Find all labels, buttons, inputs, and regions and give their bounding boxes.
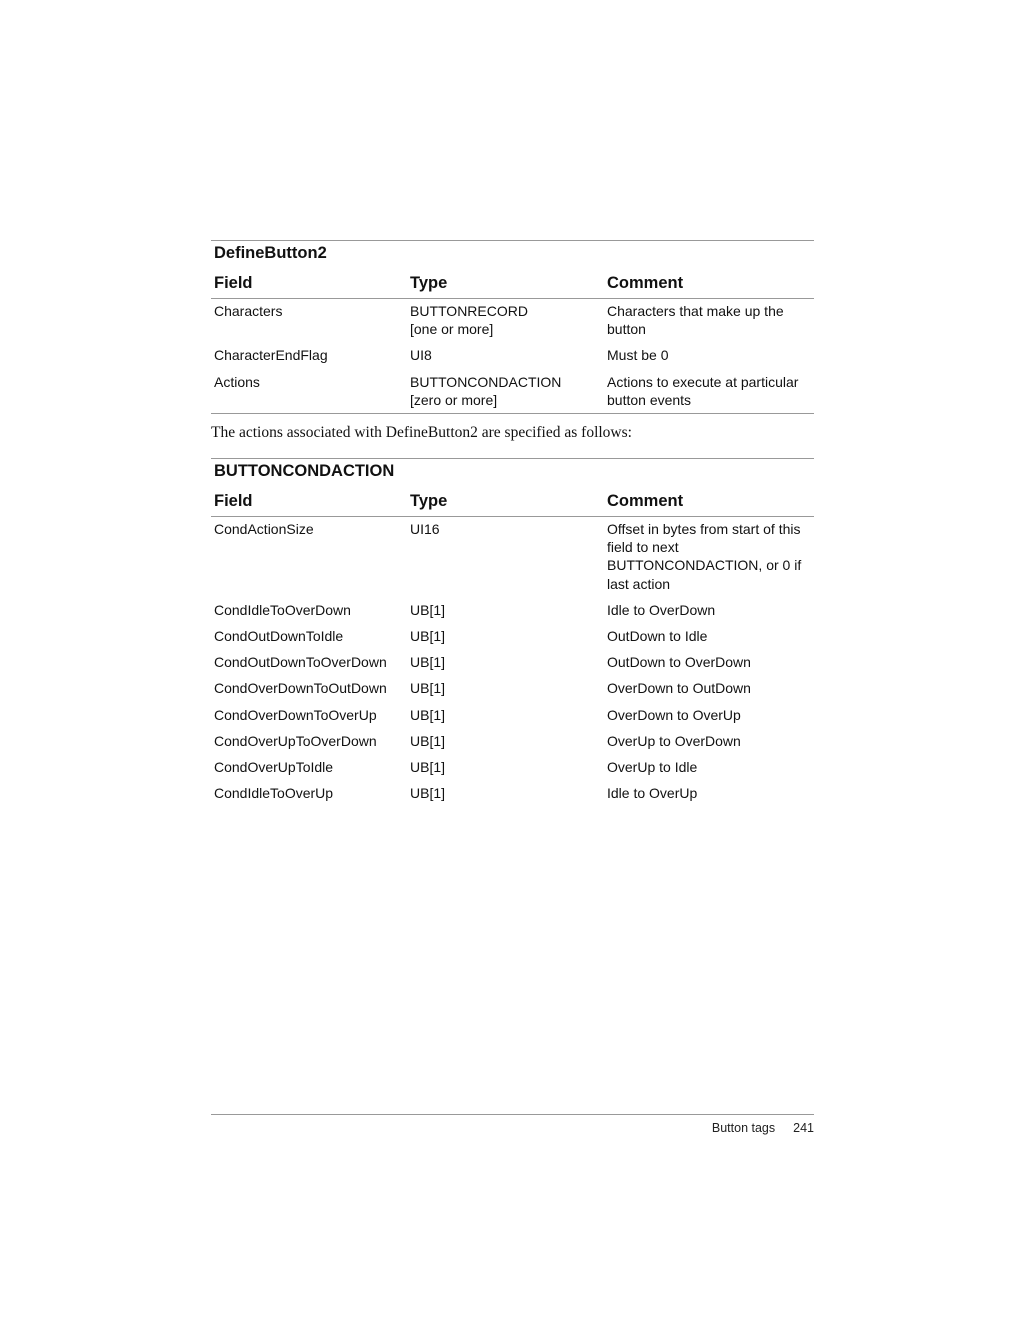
type-cell: UB[1] xyxy=(410,680,446,697)
column-header-field: Field xyxy=(211,484,407,517)
buttoncondaction-table xyxy=(211,458,814,806)
type-cell: UB[1] xyxy=(410,628,446,645)
type-cell: BUTTONCONDACTION [zero or more] xyxy=(407,369,604,414)
type-cell: UB[1] xyxy=(410,654,446,671)
comment-cell: OverDown to OutDown xyxy=(607,680,751,697)
type-cell: UI8 xyxy=(410,347,432,364)
footer-divider xyxy=(211,1114,814,1115)
field-cell: Actions xyxy=(211,369,407,414)
table-header-row xyxy=(211,266,814,299)
column-header-type: Type xyxy=(407,484,604,517)
field-cell: CondOverUpToIdle xyxy=(214,759,334,776)
comment-cell: Actions to execute at particular button events xyxy=(604,369,814,414)
table-row xyxy=(211,728,814,754)
field-cell: Characters xyxy=(214,303,283,319)
table-row xyxy=(211,597,814,623)
column-header-field: Field xyxy=(211,266,407,299)
type-cell: UB[1] xyxy=(410,732,446,749)
field-cell: CondIdleToOverUp xyxy=(214,785,334,802)
type-cell: UB[1] xyxy=(410,706,446,723)
field-cell: CondIdleToOverDown xyxy=(214,601,351,618)
type-cell: UB[1] xyxy=(410,785,446,802)
table-row xyxy=(211,649,814,675)
intro-paragraph: The actions associated with DefineButton2 are specified as follows: xyxy=(211,424,632,441)
definebutton2-table xyxy=(211,240,814,414)
table-row xyxy=(211,342,814,368)
column-header-type: Type xyxy=(407,266,604,299)
comment-cell: Must be 0 xyxy=(607,347,669,364)
field-cell: CondOverDownToOutDown xyxy=(214,680,387,697)
footer-section-title: Button tags xyxy=(711,1121,776,1135)
column-header-comment: Comment xyxy=(604,266,814,299)
comment-cell: Offset in bytes from start of this field to next BUTTONCONDACTION, or 0 if last action xyxy=(607,521,802,592)
table-caption: BUTTONCONDACTION xyxy=(211,459,814,485)
comment-cell: Characters that make up the button xyxy=(607,303,784,338)
type-cell: UI16 xyxy=(410,521,440,537)
comment-cell: Idle to OverDown xyxy=(607,601,716,618)
table-row xyxy=(211,754,814,780)
table-header-row xyxy=(211,484,814,517)
page-number: 241 xyxy=(793,1121,814,1135)
type-cell: UB[1] xyxy=(410,759,446,776)
table-row xyxy=(211,675,814,701)
table-row xyxy=(211,623,814,649)
comment-cell: OutDown to OverDown xyxy=(607,654,751,671)
table-caption: DefineButton2 xyxy=(211,241,814,267)
field-cell: CondOutDownToIdle xyxy=(214,628,344,645)
table-row xyxy=(211,299,814,343)
field-cell: CharacterEndFlag xyxy=(214,347,328,364)
column-header-comment: Comment xyxy=(604,484,814,517)
field-cell: CondOutDownToOverDown xyxy=(214,654,387,671)
field-cell: CondOverDownToOverUp xyxy=(214,706,377,723)
comment-cell: OverUp to Idle xyxy=(607,759,698,776)
table-row xyxy=(211,780,814,806)
table-caption-row xyxy=(211,459,814,485)
table-row xyxy=(211,517,814,597)
field-cell: CondActionSize xyxy=(214,521,314,537)
type-cell: UB[1] xyxy=(410,601,446,618)
page-footer xyxy=(712,1121,814,1135)
comment-cell: OverUp to OverDown xyxy=(607,732,741,749)
type-cell: BUTTONRECORD [one or more] xyxy=(410,303,528,338)
comment-cell: Idle to OverUp xyxy=(607,785,698,802)
table-row xyxy=(211,369,814,414)
table-row xyxy=(211,702,814,728)
comment-cell: OutDown to Idle xyxy=(607,628,708,645)
table-caption-row xyxy=(211,241,814,267)
field-cell: CondOverUpToOverDown xyxy=(214,732,377,749)
comment-cell: OverDown to OverUp xyxy=(607,706,741,723)
